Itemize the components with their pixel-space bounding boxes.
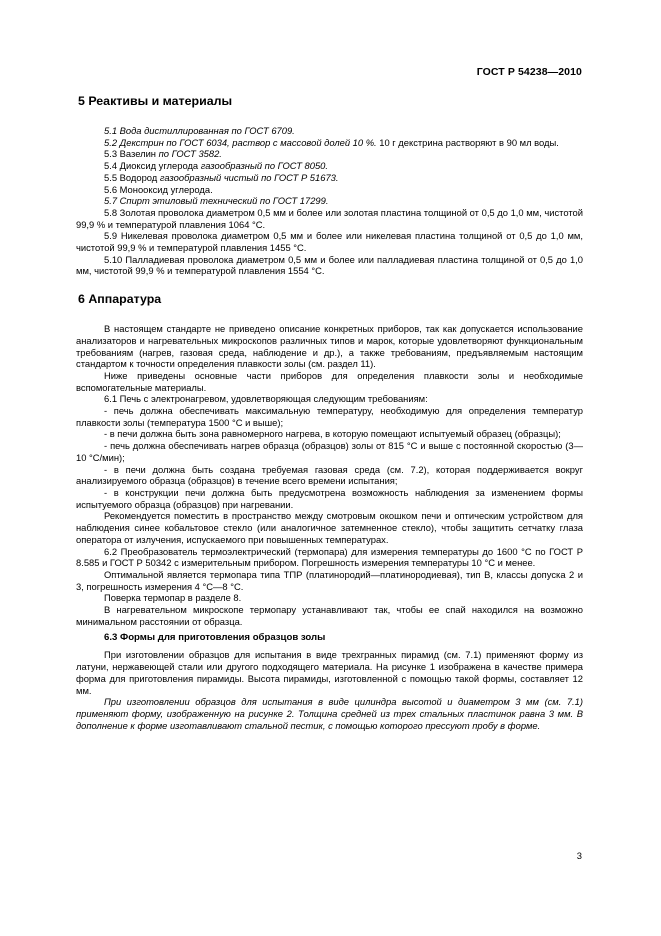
item-5-2-rest: 10 г декстрина растворяют в 90 мл воды. xyxy=(376,136,559,148)
paragraph: В настоящем стандарте не приведено описание конкретных приборов, так как допускается использование анализаторов и нагревательных микроскопов различных типов и марок, которые удовлетворяют функциональным требованиям (нагрев, газовая среда, наблюдение и др.), а также требованиям, предъявляемым настоящим стандартом к точности определения плавкости золы (см. раздел 11). xyxy=(76,323,583,370)
item-5-3 xyxy=(76,148,583,160)
item-5-10: 5.10 Палладиевая проволока диаметром 0,5 мм и более или палладиевая пластина толщиной от 0,5 до 1,0 мм, чистотой 99,9 % и температурой плавления 1554 °С. xyxy=(76,253,583,277)
section-5-title: 5 Реактивы и материалы xyxy=(78,94,233,108)
item-5-6: 5.6 Монооксид углерода. xyxy=(104,183,213,195)
item-5-3-lead: 5.3 Вазелин xyxy=(104,148,159,160)
item-6-2: 6.2 Преобразователь термоэлектрический (термопара) для измерения температуры до 1600 °С по ГОСТ Р 8.585 и ГОСТ Р 50342 с измерительным прибором. Погрешность измерения температуры 10 °С и менее. xyxy=(76,545,583,569)
list-item: - в печи должна быть создана требуемая газовая среда (см. 7.2), которая поддерживается вокруг анализируемого образца (образцов) в течение всего времени испытания; xyxy=(76,463,583,487)
item-5-2 xyxy=(76,137,583,149)
paragraph: Поверка термопар в разделе 8. xyxy=(104,592,242,604)
item-5-4 xyxy=(76,160,583,172)
list-item: - в печи должна быть зона равномерного нагрева, в которую помещают испытуемый образец (образцы); xyxy=(104,428,561,440)
item-5-7: 5.7 Спирт этиловый технический по ГОСТ 17299. xyxy=(104,195,329,207)
item-5-5-italic: газообразный чистый по ГОСТ Р 51673. xyxy=(159,171,339,183)
paragraph: При изготовлении образцов для испытания в виде трехгранных пирамид (см. 7.1) применяют форму из латуни, нержавеющей стали или другого подходящего материала. На рисунке 1 изображена в качестве примера форма для приготовления пирамиды. Высота пирамиды, изготовленной с помощью такой формы, составляет 12 мм. xyxy=(76,649,583,696)
page-number: 3 xyxy=(576,850,582,861)
item-5-2-italic: 5.2 Декстрин по ГОСТ 6034, раствор с массовой долей 10 %. xyxy=(104,136,377,148)
item-5-4-italic: газообразный по ГОСТ 8050. xyxy=(200,160,328,172)
list-item: - в конструкции печи должна быть предусмотрена возможность наблюдения за изменением формы испытуемого образца (образцов) при нагревании. xyxy=(76,486,583,510)
item-5-5 xyxy=(76,172,583,184)
item-5-8: 5.8 Золотая проволока диаметром 0,5 мм и более или золотая пластина толщиной от 0,5 до 1,0 мм, чистотой 99,9 % и температурой плавления 1064 °С. xyxy=(76,206,583,230)
paragraph: Оптимальной является термопара типа ТПР (платинородий—платинородиевая), тип В, классы допуска 2 и 3, погрешность измерения 4 °С—8 °С. xyxy=(76,568,583,592)
item-6-1: 6.1 Печь с электронагревом, удовлетворяющая следующим требованиям: xyxy=(104,393,428,405)
list-item: - печь должна обеспечивать максимальную температуру, необходимую для определения температур плавкости золы (температура 1500 °С и выше); xyxy=(76,405,583,428)
paragraph: В нагревательном микроскопе термопару устанавливают так, чтобы ее спай находился на возможно минимальном расстоянии от образца. xyxy=(76,604,583,627)
item-5-5-lead: 5.5 Водород xyxy=(104,171,160,183)
item-5-1: 5.1 Вода дистиллированная по ГОСТ 6709. xyxy=(104,125,295,136)
document-body xyxy=(76,94,583,731)
item-5-4-lead: 5.4 Диоксид углерода xyxy=(104,160,201,172)
subsection-6-3-title: 6.3 Формы для приготовления образцов золы xyxy=(104,632,326,644)
list-item: - печь должна обеспечивать нагрев образца (образцов) золы от 815 °С и выше с постоянной скоростью (3—10 °С/мин); xyxy=(76,440,583,463)
paragraph: Рекомендуется поместить в пространство между смотровым окошком печи и оптическим устройством для наблюдения синее кобальтовое стекло (или аналогичное затемненное стекло), чтобы защитить сетчатку глаза оператора от излучения, испускаемого при повышенных температурах. xyxy=(76,510,583,545)
paragraph: Ниже приведены основные части приборов для определения плавкости золы и необходимые вспомогательные материалы. xyxy=(76,369,583,393)
item-5-3-italic: по ГОСТ 3582. xyxy=(158,148,222,160)
standard-code: ГОСТ Р 54238—2010 xyxy=(476,66,582,78)
item-5-9: 5.9 Никелевая проволока диаметром 0,5 мм и более или никелевая пластина толщиной от 0,5 до 1,0 мм, чистотой 99,9 % и температурой плавления 1455 °С. xyxy=(76,230,583,254)
section-6-title: 6 Аппаратура xyxy=(78,292,162,307)
paragraph: При изготовлении образцов для испытания в виде цилиндра высотой и диаметром 3 мм (см. 7.1) применяют форму, изображенную на рисунке 2. Толщина средней из трех стальных пластинок равна 3 мм. В дополнение к форме изготавливают стальной пестик, с помощью которого прессуют пробу в форме. xyxy=(76,696,583,731)
